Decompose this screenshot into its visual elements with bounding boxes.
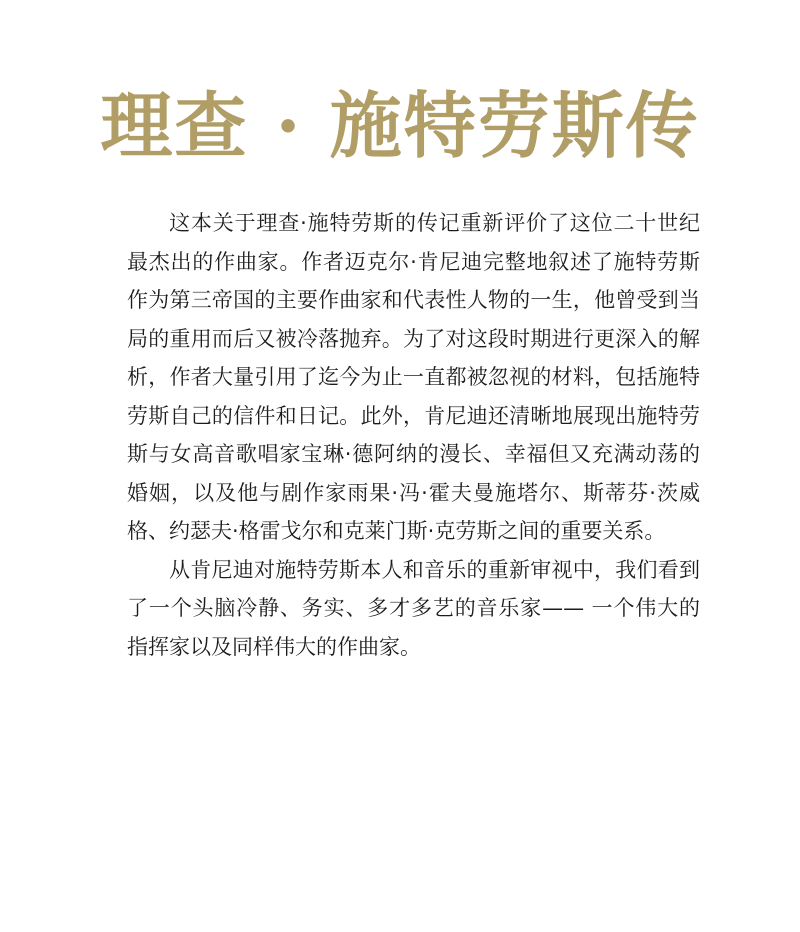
description-body — [127, 204, 700, 666]
paragraph-2: 从肯尼迪对施特劳斯本人和音乐的重新审视中，我们看到了一个头脑冷静、务实、多才多艺的音乐家—— 一个伟大的指挥家以及同样伟大的作曲家。 — [127, 557, 700, 659]
page-title: 理查 · 施特劳斯传 — [100, 83, 700, 169]
paragraph-1: 这本关于理查·施特劳斯的传记重新评价了这位二十世纪最杰出的作曲家。作者迈克尔·肯尼迪完整地叙述了施特劳斯作为第三帝国的主要作曲家和代表性人物的一生，他曾受到当局的重用而后又被冷落抛弃。为了对这段时期进行更深入的解析，作者大量引用了迄今为止一直都被忽视的材料，包括施特劳斯自己的信件和日记。此外，肯尼迪还清晰地展现出施特劳斯与女高音歌唱家宝琳·德阿纳的漫长、幸福但又充满动荡的婚姻，以及他与剧作家雨果·冯·霍夫曼施塔尔、斯蒂芬·茨威格、约瑟夫·格雷戈尔和克莱门斯·克劳斯之间的重要关系。 — [127, 211, 700, 543]
